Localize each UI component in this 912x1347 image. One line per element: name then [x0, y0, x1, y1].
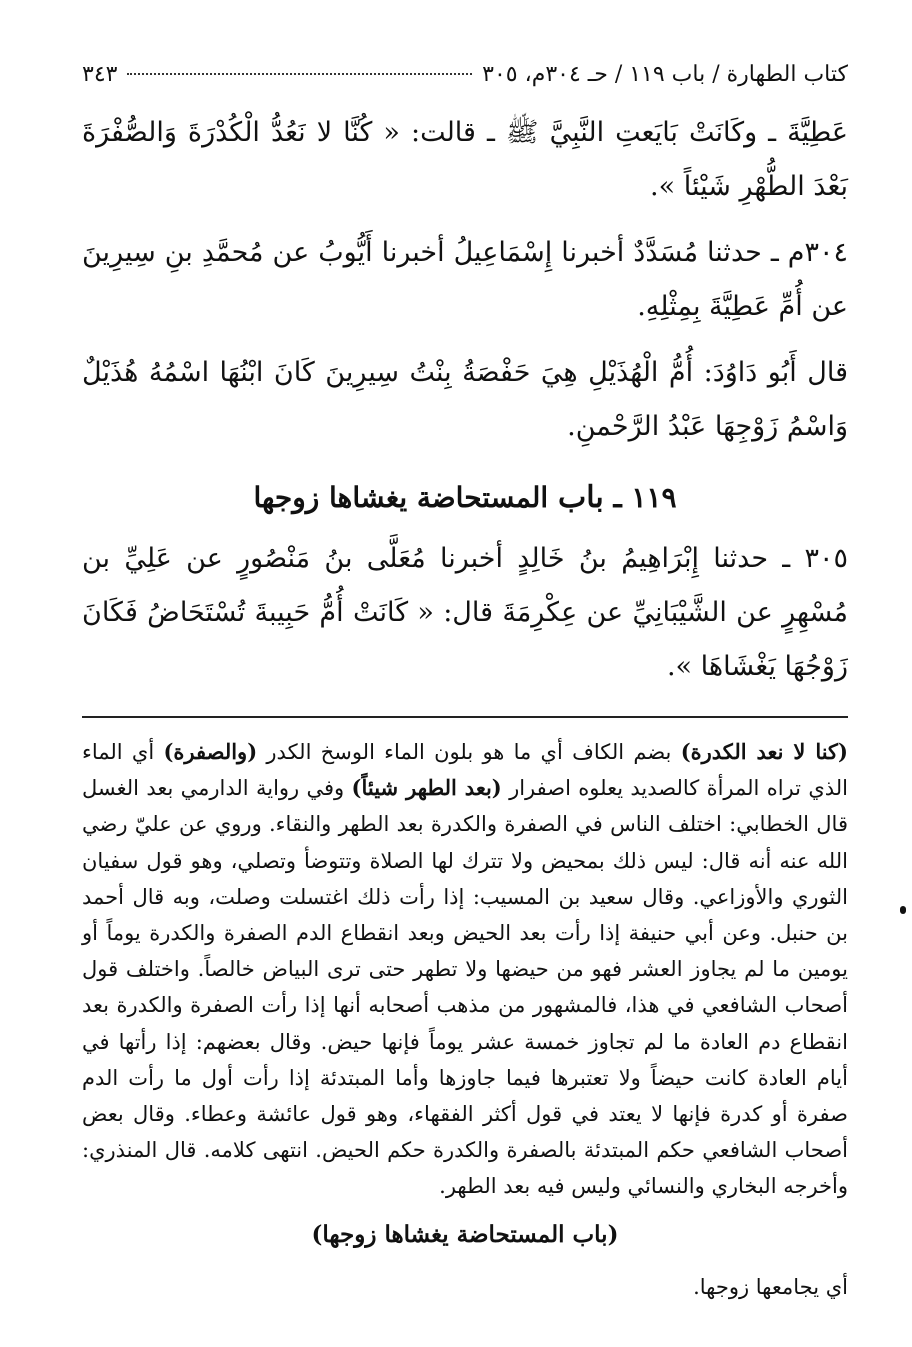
hadith-304m	[82, 226, 848, 334]
note-text: الخطابي: اختلف الناس في الصفرة والكدرة بعد الطهر والنقاء. وروي عن عليّ رضي الله عنه	[82, 812, 848, 873]
note-text: الذي تراه المرأة كالصديد يعلوه اصفرار	[501, 776, 849, 801]
note-keyword: (كنا لا نعد الكدرة)	[680, 739, 848, 764]
note-keyword: (والصفرة)	[163, 739, 258, 764]
text-line: عَطِيَّةَ بِمِثْلِهِ.	[637, 291, 770, 322]
chapter-bab-word: باب	[557, 480, 604, 515]
commentary-notes	[82, 734, 848, 1305]
text-line: عَطِيَّةَ ـ وكَانَتْ بَايَعتِ النَّبِيَّ ﷺ ـ قالت: « كُنَّا لا نَعُدُّ الْكُدْرَةَ وَالصُّفْرَةَ بَعْدَ الطُّهْرِ	[82, 117, 848, 202]
note-text: المبتدئة بالصفرة والكدرة حكم الحيض. انتهى كلامه. قال المنذري: وأخرجه البخاري	[82, 1138, 848, 1199]
note-text: أي الماء	[82, 740, 164, 764]
chapter-title: المستحاضة يغشاها زوجها	[253, 481, 549, 514]
header-dot-leader	[127, 73, 472, 75]
note-text: لم يجاوز العشر فهو من حيضها ولا تطهر حتى ترى البياض خالصاً. واختلف قول أصحاب	[82, 957, 848, 1018]
book-page	[82, 60, 848, 1305]
page-number: ٣٤٣	[82, 62, 118, 87]
notes-chapter-heading: (باب المستحاضة يغشاها زوجها)	[311, 1220, 619, 1248]
main-text	[82, 106, 848, 694]
note-text: الشافعي في هذا، فالمشهور من مذهب أصحابه أنها إذا رأت الصفرة والكدرة بعد انقطاع دم	[82, 993, 848, 1054]
text-line: زَوْجِهَا عَبْدُ الرَّحْمنِ.	[567, 411, 779, 442]
text-line: الشَّيْبَانِيِّ عن عِكْرِمَةَ قال: « كَانَتْ أُمُّ حَبِيبةَ تُسْتَحَاضُ فَكَانَ زَوْجُهَا يَغْشَاهَا ».	[82, 597, 848, 682]
margin-dot	[900, 906, 906, 914]
chapter-number: ١١٩ ـ	[613, 481, 677, 514]
text-line: قال أَبُو دَاوُدَ: أُمُّ الْهُذَيْلِ هِيَ حَفْصَةُ بِنْتُ سِيرِينَ كَانَ ابْنُهَا اسْمُهُ هُذَيْلٌ وَاسْمُ	[82, 357, 848, 442]
text-line: ٣٠٥ ـ حدثنا إِبْرَاهِيمُ بنُ خَالِدٍ أخبرنا مُعَلَّى بنُ مَنْصُورٍ عن عَلِيِّ بن مُسْهِرٍ عن	[82, 543, 848, 628]
note-text: حنبل. وعن أبي حنيفة إذا رأت بعد الحيض وبعد انقطاع الدم الصفرة والكدرة يوماً أو يومين ما	[82, 921, 848, 982]
abu-dawud-comment	[82, 346, 848, 454]
hadith-continuation	[82, 106, 848, 214]
text-line: شَيْئاً ».	[650, 171, 731, 202]
note-text: يعتد في قول أكثر الفقهاء، وهو قول عائشة وعطاء. وقال بعض أصحاب الشافعي حكم	[82, 1102, 848, 1163]
footnote-divider	[82, 716, 848, 718]
note-text: بضم الكاف أي ما هو بلون الماء الوسخ الكدر	[257, 740, 681, 764]
chapter-heading	[82, 478, 848, 518]
note-text: أنه قال: ليس ذلك بمحيض ولا تترك لها الصلاة وتتوضأ وتصلي، وهو قول سفيان الثوري	[82, 848, 848, 909]
note-text: والنسائي وليس فيه بعد الطهر.	[439, 1174, 705, 1199]
note-keyword: (بعد الطهر شيئاً)	[351, 775, 502, 801]
note-text: والأوزاعي. وقال سعيد بن المسيب: إذا رأت ذلك اغتسلت وصلت، وبه قال أحمد بن	[82, 884, 848, 946]
hadith-305	[82, 532, 848, 694]
note-text: العادة ما لم تجاوز خمسة عشر يوماً فإنها حيض. وقال بعضهم: إذا رأتها في أيام العادة كانت	[82, 1029, 848, 1090]
commentary-paragraph	[82, 734, 848, 1205]
text-line: ٣٠٤م ـ حدثنا مُسَدَّدٌ أخبرنا إِسْمَاعِيلُ أخبرنا أَيُّوبُ عن مُحمَّدِ بنِ سِيرِينَ عن أُمِّ	[82, 237, 848, 322]
header-title: كتاب الطهارة / باب ١١٩ / حـ ٣٠٤م، ٣٠٥	[482, 62, 848, 87]
running-header	[82, 60, 848, 90]
notes-final-line: أي يجامعها زوجها.	[693, 1274, 848, 1299]
note-text: وفي رواية الدارمي بعد الغسل قال	[82, 776, 848, 837]
note-text: حيضاً ولا تعتبرها فيما جاوزها وأما المبتدئة إذا رأت أول ما رأت الدم صفرة أو كدرة فإنها لا	[82, 1065, 848, 1127]
